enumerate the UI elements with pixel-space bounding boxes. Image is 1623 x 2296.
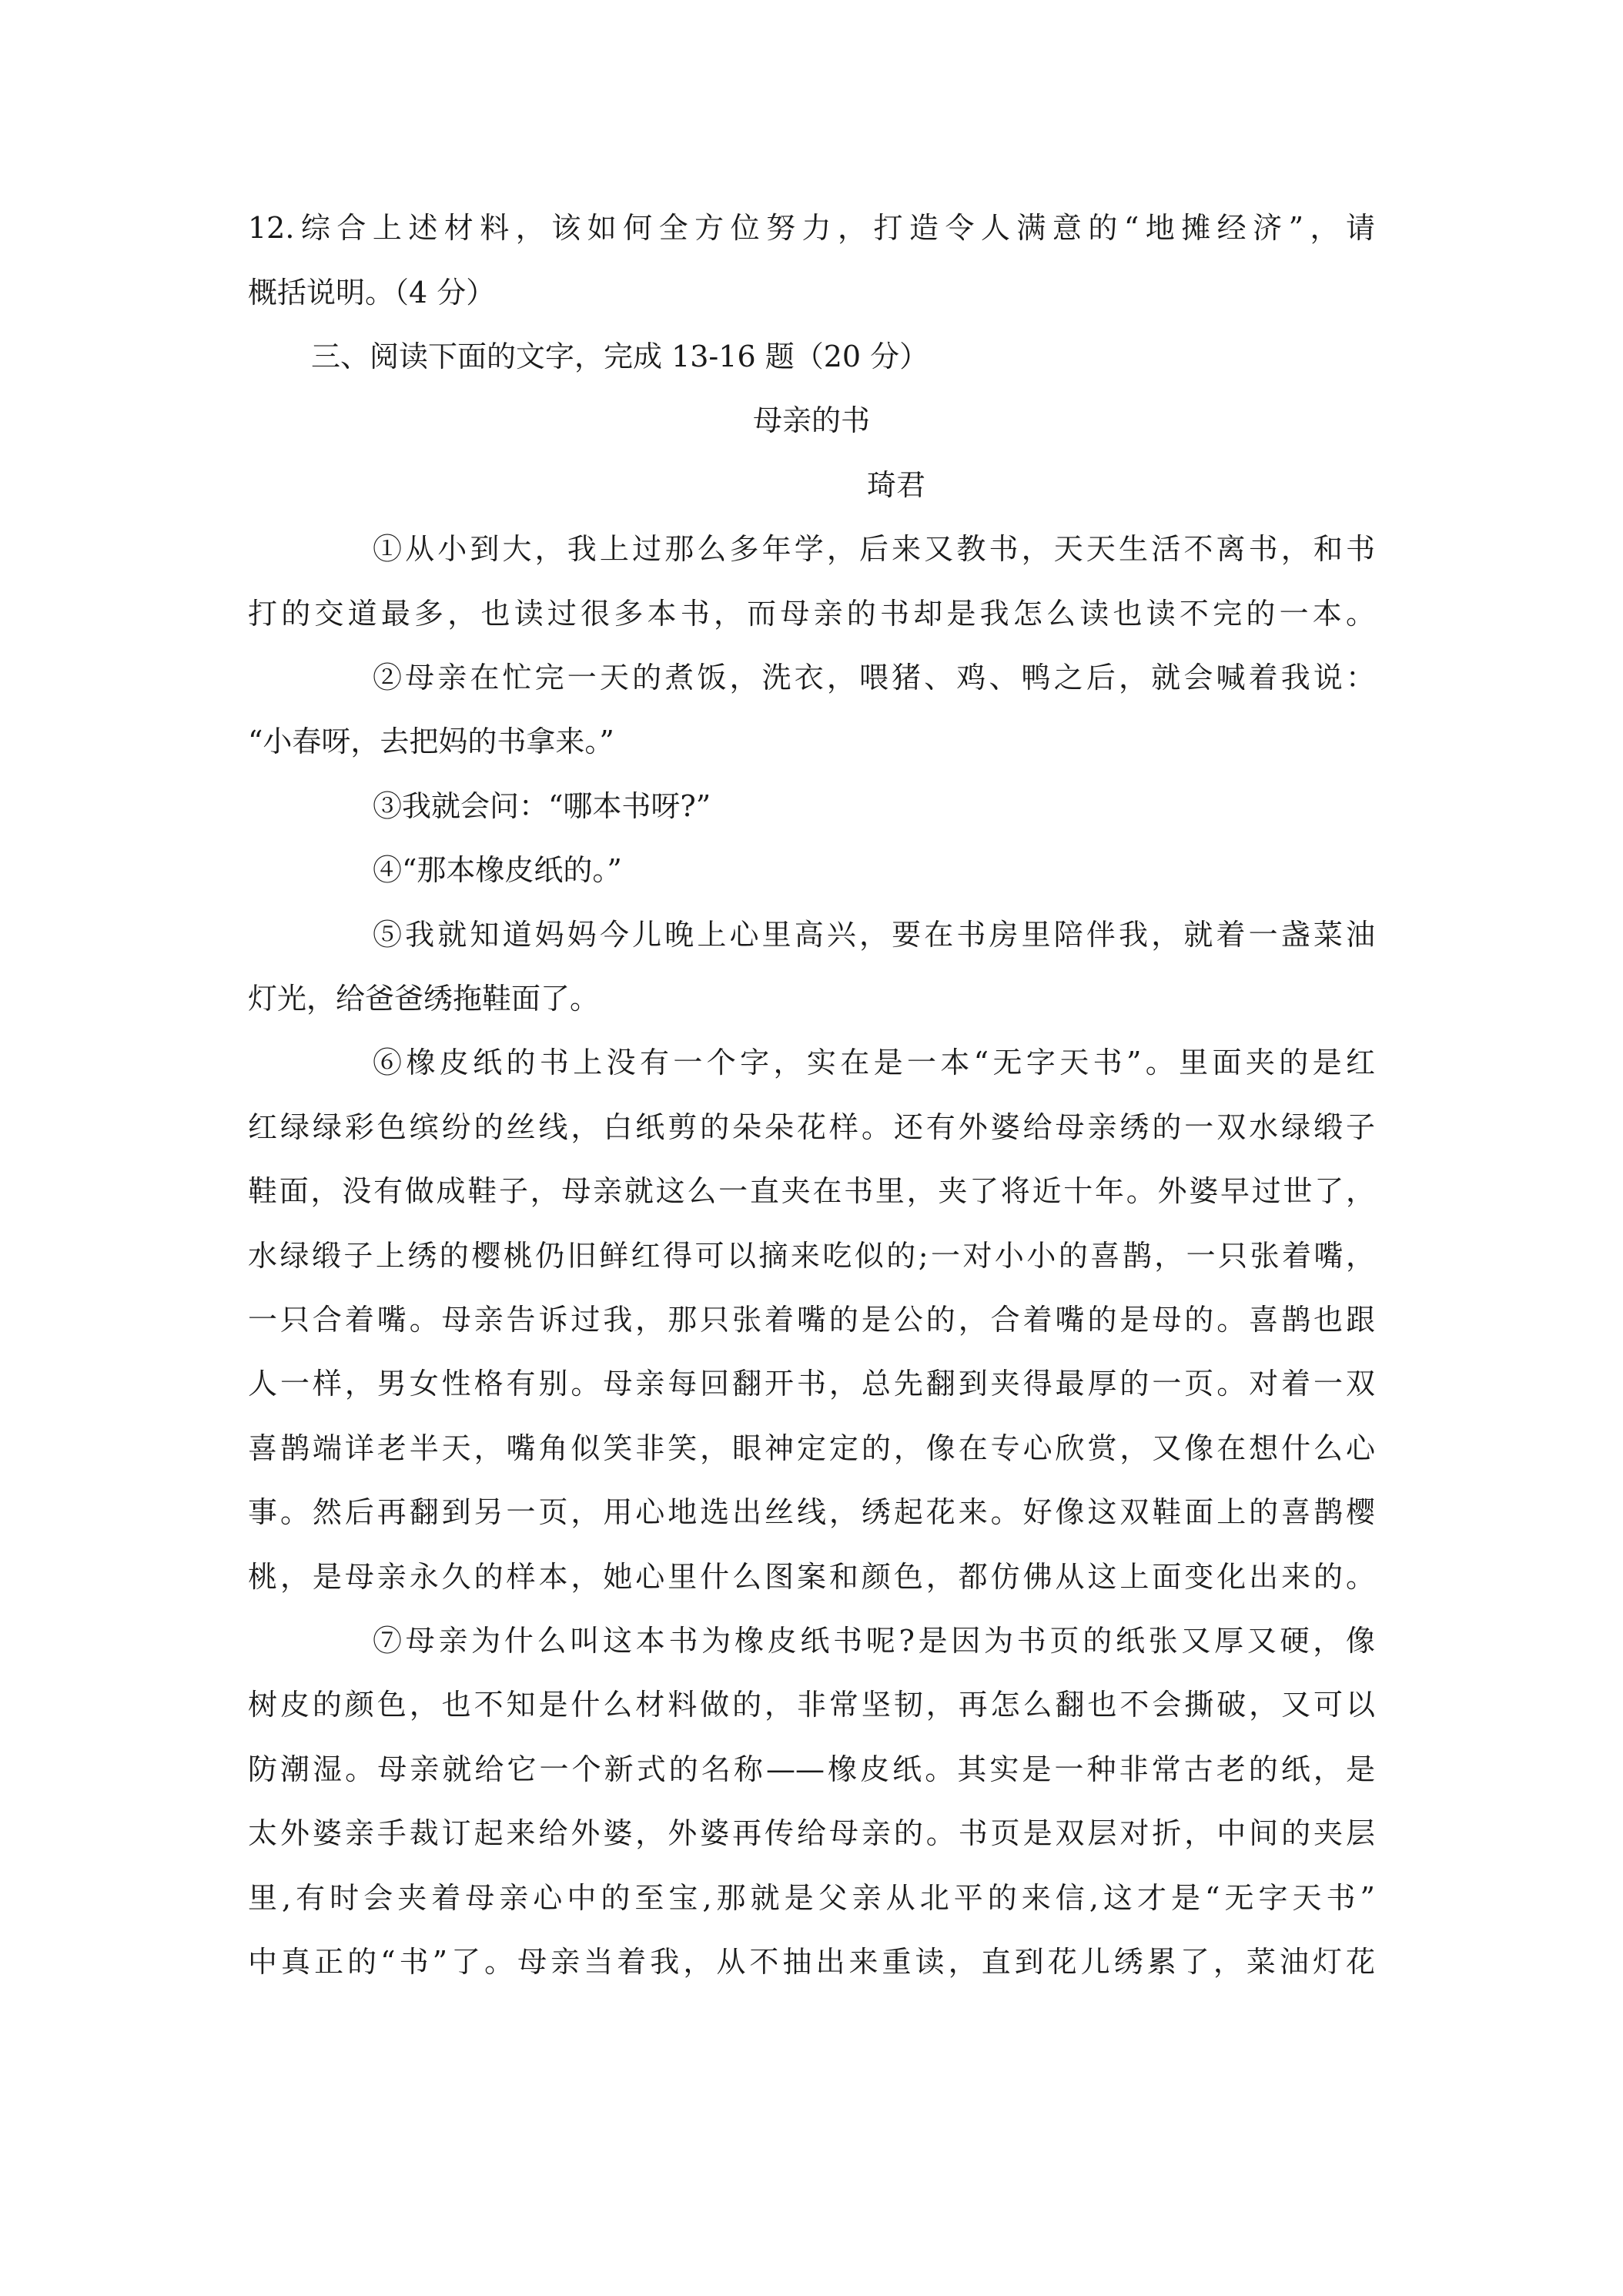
paragraph-7-line-6: 中真正的“书”了。母亲当着我，从不抽出来重读，直到花儿绣累了，菜油灯花 bbox=[248, 1945, 1375, 1979]
paragraph-6-line-2: 红绿绿彩色缤纷的丝线，白纸剪的朵朵花样。还有外婆给母亲绣的一双水绿缎子 bbox=[248, 1110, 1375, 1144]
paragraph-2-line-2: “小春呀，去把妈的书拿来。” bbox=[248, 725, 614, 758]
paragraph-6-line-6: 人一样，男女性格有别。母亲每回翻开书，总先翻到夹得最厚的一页。对着一双 bbox=[248, 1367, 1375, 1401]
section-3-heading: 三、阅读下面的文字，完成 13-16 题（20 分） bbox=[311, 340, 929, 373]
paragraph-6-line-5: 一只合着嘴。母亲告诉过我，那只张着嘴的是公的，合着嘴的是母的。喜鹊也跟 bbox=[248, 1303, 1375, 1337]
article-author: 琦君 bbox=[866, 468, 925, 502]
paragraph-6-line-4: 水绿缎子上绣的樱桃仍旧鲜红得可以摘来吃似的;一对小小的喜鹊，一只张着嘴， bbox=[248, 1239, 1375, 1273]
paragraph-6-line-1: ⑥橡皮纸的书上没有一个字，实在是一本“无字天书”。里面夹的是红 bbox=[373, 1046, 1375, 1079]
question-12-line-2: 概括说明。（4 分） bbox=[248, 276, 496, 310]
paragraph-7-line-5: 里,有时会夹着母亲心中的至宝,那就是父亲从北平的来信,这才是“无字天书” bbox=[248, 1881, 1375, 1915]
paragraph-6-line-7: 喜鹊端详老半天，嘴角似笑非笑，眼神定定的，像在专心欣赏，又像在想什么心 bbox=[248, 1431, 1375, 1465]
paragraph-2-line-1: ②母亲在忙完一天的煮饭，洗衣，喂猪、鸡、鸭之后，就会喊着我说： bbox=[373, 661, 1375, 694]
paragraph-3: ③我就会问：“哪本书呀?” bbox=[373, 789, 711, 823]
paragraph-6-line-3: 鞋面，没有做成鞋子，母亲就这么一直夹在书里，夹了将近十年。外婆早过世了， bbox=[248, 1174, 1375, 1208]
paragraph-6-line-8: 事。然后再翻到另一页，用心地选出丝线，绣起花来。好像这双鞋面上的喜鹊樱 bbox=[248, 1495, 1375, 1529]
paragraph-1-line-1: ①从小到大，我上过那么多年学，后来又教书，天天生活不离书，和书 bbox=[373, 532, 1375, 566]
question-12-line-1: 12.综合上述材料，该如何全方位努力，打造令人满意的“地摊经济”，请 bbox=[248, 211, 1375, 245]
paragraph-7-line-1: ⑦母亲为什么叫这本书为橡皮纸书呢?是因为书页的纸张又厚又硬，像 bbox=[373, 1624, 1375, 1658]
paragraph-6-line-9: 桃，是母亲永久的样本，她心里什么图案和颜色，都仿佛从这上面变化出来的。 bbox=[248, 1560, 1375, 1594]
paragraph-7-line-2: 树皮的颜色，也不知是什么材料做的，非常坚韧，再怎么翻也不会撕破，又可以 bbox=[248, 1688, 1375, 1722]
paragraph-7-line-4: 太外婆亲手裁订起来给外婆，外婆再传给母亲的。书页是双层对折，中间的夹层 bbox=[248, 1816, 1375, 1850]
paragraph-5-line-1: ⑤我就知道妈妈今儿晚上心里高兴，要在书房里陪伴我，就着一盏菜油 bbox=[373, 918, 1375, 952]
paragraph-1-line-2: 打的交道最多，也读过很多本书，而母亲的书却是我怎么读也读不完的一本。 bbox=[248, 597, 1375, 631]
paragraph-4: ④“那本橡皮纸的。” bbox=[373, 853, 622, 887]
paragraph-5-line-2: 灯光，给爸爸绣拖鞋面了。 bbox=[248, 982, 600, 1016]
paragraph-7-line-3: 防潮湿。母亲就给它一个新式的名称——橡皮纸。其实是一种非常古老的纸，是 bbox=[248, 1752, 1375, 1786]
article-title: 母亲的书 bbox=[752, 403, 870, 437]
